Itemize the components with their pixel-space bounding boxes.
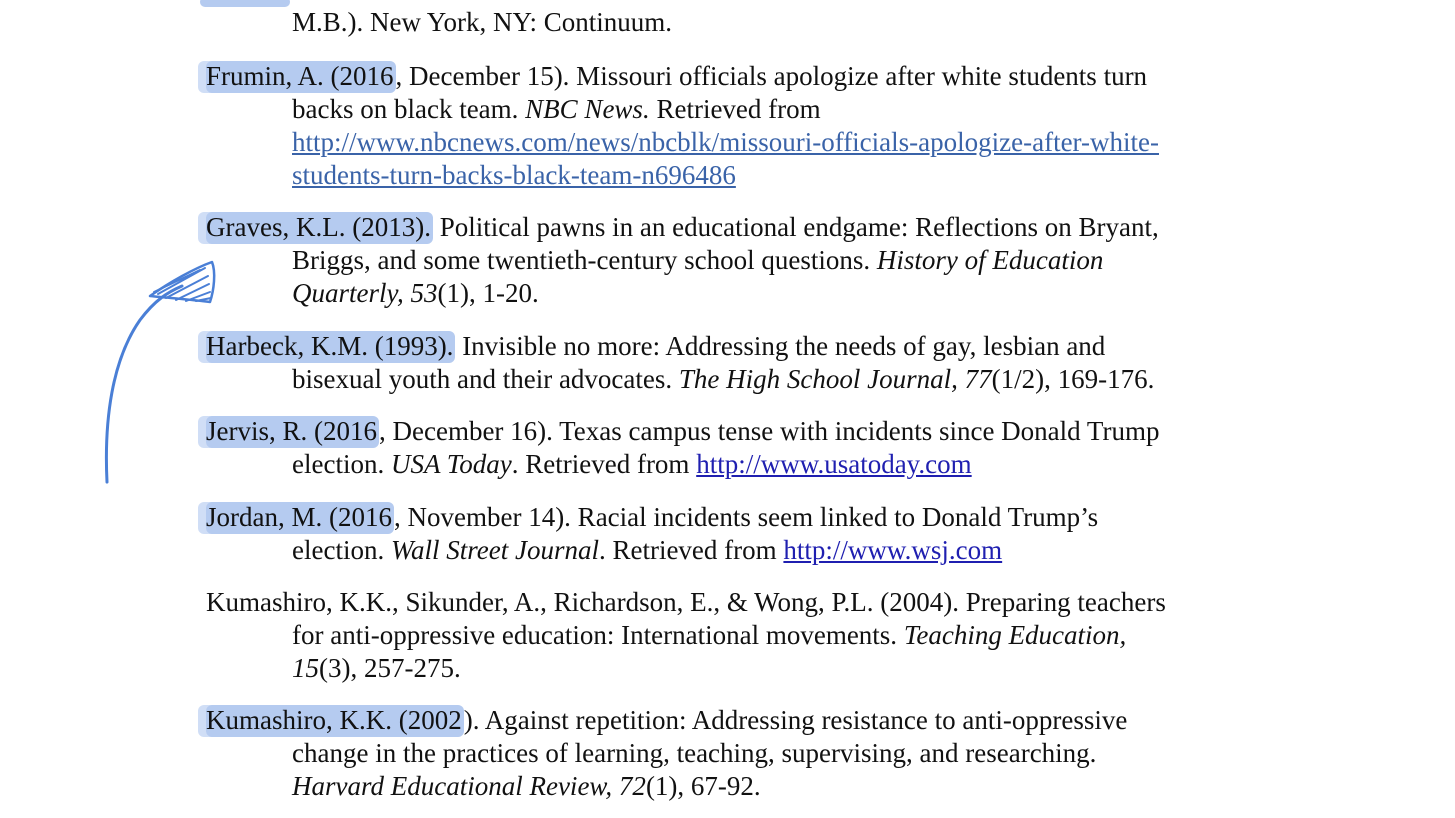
reference-text: Invisible no more: Addressing the needs of gay, lesbian and [455, 331, 1106, 361]
reference-text: ). Against repetition: Addressing resistance to anti-oppressive [463, 705, 1128, 735]
arrow-head [150, 262, 214, 302]
highlight-author-year: Harbeck, K.M. (1993). [206, 331, 454, 361]
fragment-text: M.B.). New York, NY: Continuum. [292, 7, 673, 37]
reference-fragment-top [292, 6, 672, 39]
reference-text: for anti-oppressive education: International movements. [292, 620, 904, 650]
reference-text: . Retrieved from [511, 449, 697, 479]
reference-entry-graves [206, 211, 1266, 310]
journal-title-continued: Quarterly, 53 [292, 278, 438, 308]
reference-text: Retrieved from [649, 94, 821, 124]
journal-title: Wall Street Journal [390, 535, 599, 565]
journal-title: History of Education [876, 245, 1104, 275]
reference-link[interactable]: http://www.nbcnews.com/news/nbcblk/missouri-officials-apologize-after-white- [292, 127, 1159, 157]
reference-text: election. [292, 449, 391, 479]
reference-text: Political pawns in an educational endgame: Reflections on Bryant, [432, 212, 1159, 242]
reference-entry-jordan [206, 501, 1266, 567]
reference-text: bisexual youth and their advocates. [292, 364, 679, 394]
reference-text: , November 14). Racial incidents seem linked to Donald Trump’s [393, 502, 1099, 532]
journal-volume: 15 [292, 653, 319, 683]
reference-text: (1/2), 169-176. [991, 364, 1155, 394]
highlight-author-year: Jordan, M. (2016 [206, 502, 392, 532]
reference-text: , December 16). Texas campus tense with incidents since Donald Trump [379, 416, 1160, 446]
reference-text: (1), 67-92. [645, 771, 761, 801]
reference-entry-frumin [206, 60, 1266, 192]
reference-text: , December 15). Missouri officials apologize after white students turn [395, 61, 1148, 91]
arrow-head-scribble [154, 268, 211, 301]
reference-link[interactable]: http://www.wsj.com [783, 535, 1003, 565]
reference-text: Briggs, and some twentieth-century school questions. [292, 245, 877, 275]
reference-entry-kumashiro-2004 [206, 586, 1266, 685]
arrow-shaft [106, 286, 182, 482]
journal-title: Teaching Education, [903, 620, 1127, 650]
highlight-author-year: Kumashiro, K.K. (2002 [206, 705, 462, 735]
reference-link[interactable]: http://www.usatoday.com [696, 449, 972, 479]
reference-entry-jervis [206, 415, 1266, 481]
reference-link-continued[interactable]: students-turn-backs-black-team-n696486 [292, 160, 736, 190]
journal-title: Harvard Educational Review, 72 [292, 771, 646, 801]
highlight-author-year: Graves, K.L. (2013). [206, 212, 431, 242]
reference-entry-harbeck [206, 330, 1266, 396]
reference-text: . Retrieved from [598, 535, 784, 565]
journal-title: The High School Journal, 77 [678, 364, 992, 394]
reference-text: backs on black team. [292, 94, 526, 124]
reference-text: Kumashiro, K.K., Sikunder, A., Richardson, E., & Wong, P.L. (2004). Preparing teachers [206, 587, 1166, 617]
journal-title: USA Today [390, 449, 512, 479]
reference-text: (1), 1-20. [437, 278, 539, 308]
highlight-author-year: Frumin, A. (2016 [206, 61, 394, 91]
reference-text: change in the practices of learning, teaching, supervising, and researching. [292, 738, 1097, 768]
highlight-author-year: Jervis, R. (2016 [206, 416, 377, 446]
reference-entry-kumashiro-2002 [206, 704, 1266, 803]
reference-text: election. [292, 535, 391, 565]
reference-text: (3), 257-275. [319, 653, 461, 683]
journal-title: NBC News. [525, 94, 650, 124]
